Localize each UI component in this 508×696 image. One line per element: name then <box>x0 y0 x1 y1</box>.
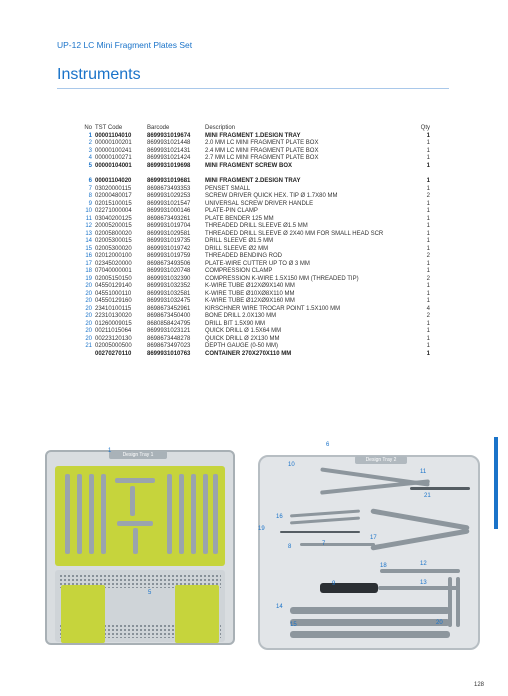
cell-barcode: 8698673493506 <box>147 260 191 267</box>
cell-description: MINI FRAGMENT 1.DESIGN TRAY <box>205 132 301 139</box>
cell-barcode: 8699931032390 <box>147 275 191 282</box>
cell-description: KIRSCHNER WIRE TROCAR POINT 1.5X100 MM <box>205 305 341 312</box>
cell-barcode: 8698673493353 <box>147 185 191 192</box>
k-wire-tube <box>290 619 450 626</box>
plate-wire-cutter <box>370 528 469 550</box>
cell-no: 21 <box>85 343 92 349</box>
cell-description: THREADED DRILL SLEEVE Ø1.5 MM <box>205 223 308 229</box>
table-row <box>0 216 508 224</box>
cell-description: 2.4 MM LC MINI FRAGMENT PLATE BOX <box>205 147 319 154</box>
cell-qty: 4 <box>426 305 430 312</box>
cell-qty: 1 <box>426 320 430 327</box>
table-row <box>0 163 508 171</box>
plate <box>167 474 172 554</box>
callout-16: 16 <box>276 514 283 520</box>
cell-tst-code: 23410100115 <box>95 305 132 312</box>
cell-no: 20 <box>85 320 92 327</box>
cell-qty: 1 <box>426 155 430 161</box>
cell-description: PLATE-WIRE CUTTER UP TO Ø 3 MM <box>205 260 310 267</box>
cell-qty: 1 <box>426 162 430 169</box>
plate <box>65 474 70 554</box>
compression-k-wire <box>280 531 360 533</box>
cell-barcode: 8699931010763 <box>147 350 191 357</box>
table-spacer <box>0 170 508 178</box>
cell-no: 10 <box>85 208 92 214</box>
cell-description: DRILL SLEEVE Ø2 MM <box>205 245 269 252</box>
page-title: Instruments <box>57 66 141 83</box>
k-wire-tube <box>290 631 450 638</box>
cell-no: 8 <box>88 193 92 199</box>
depth-gauge <box>410 487 470 490</box>
col-description: Description <box>205 125 236 131</box>
cell-barcode: 8699931019742 <box>147 245 191 252</box>
cell-description: PENSET SMALL <box>205 185 251 192</box>
cell-no: 16 <box>85 253 92 259</box>
cell-tst-code: 02005300020 <box>95 245 132 252</box>
callout-13: 13 <box>420 580 427 586</box>
cell-tst-code: 02000480017 <box>95 193 132 199</box>
callout-11: 11 <box>420 469 427 475</box>
plate <box>115 478 155 483</box>
table-row <box>0 321 508 329</box>
cell-no: 11 <box>85 215 92 222</box>
cell-description: QUICK DRILL Ø 2X130 MM <box>205 335 280 342</box>
screw-driver-handle <box>320 583 378 593</box>
cell-qty: 1 <box>426 298 430 304</box>
cell-no: 20 <box>85 283 92 289</box>
cell-barcode: 8698673450400 <box>147 313 191 319</box>
col-qty: Qty <box>420 125 430 131</box>
cell-qty: 2 <box>426 275 430 282</box>
cell-qty: 1 <box>426 215 430 222</box>
callout-21: 21 <box>424 493 431 499</box>
cell-qty: 1 <box>426 290 430 297</box>
cell-qty: 1 <box>426 260 430 267</box>
cell-tst-code: 02005300015 <box>95 238 132 244</box>
table-row <box>0 336 508 344</box>
cell-qty: 1 <box>426 208 430 214</box>
threaded-drill-sleeve <box>456 577 460 627</box>
table-group-tray-1 <box>0 133 508 171</box>
plate <box>117 521 153 526</box>
plate <box>130 486 135 516</box>
cell-barcode: 8699931032581 <box>147 290 191 297</box>
cell-barcode: 8680858424795 <box>147 320 191 327</box>
cell-tst-code: 00000100201 <box>95 140 132 146</box>
cell-description: BONE DRILL 2.0X130 MM <box>205 313 277 319</box>
table-row <box>0 313 508 321</box>
title-divider <box>57 88 449 89</box>
table-row <box>0 155 508 163</box>
table-row <box>0 306 508 314</box>
table-row <box>0 261 508 269</box>
cell-description: 2.7 MM LC MINI FRAGMENT PLATE BOX <box>205 155 319 161</box>
cell-no: 4 <box>88 155 92 161</box>
cell-qty: 1 <box>426 223 430 229</box>
col-tst-code: TST Code <box>95 125 123 131</box>
table-row <box>0 291 508 299</box>
table-row <box>0 223 508 231</box>
cell-barcode: 8699931029253 <box>147 193 191 199</box>
callout-6: 6 <box>326 442 330 448</box>
k-wire-tube <box>290 607 450 614</box>
cell-barcode: 8699931021448 <box>147 140 191 146</box>
cell-description: DRILL BIT 1.5X90 MM <box>205 320 266 327</box>
cell-no: 20 <box>85 305 92 312</box>
cell-description: PLATE-PIN CLAMP <box>205 208 258 214</box>
cell-no: 20 <box>85 328 92 334</box>
callout-14: 14 <box>276 604 283 610</box>
design-tray-2 <box>258 455 480 650</box>
cell-no: 20 <box>85 290 92 297</box>
cell-tst-code: 00000100241 <box>95 147 132 154</box>
cell-barcode: 8699931032475 <box>147 298 191 304</box>
cell-tst-code: 00000100271 <box>95 155 132 161</box>
callout-18: 18 <box>380 563 387 569</box>
cell-description: DRILL SLEEVE Ø1.5 MM <box>205 238 274 244</box>
cell-tst-code: 02005000500 <box>95 343 132 349</box>
table-row <box>0 148 508 156</box>
cell-qty: 1 <box>426 147 430 154</box>
callout-10: 10 <box>288 462 295 468</box>
table-row <box>0 328 508 336</box>
cell-barcode: 8699931021547 <box>147 200 191 207</box>
cell-qty: 1 <box>426 185 430 192</box>
cell-description: MINI FRAGMENT SCREW BOX <box>205 162 292 169</box>
header-subtitle: UP-12 LC Mini Fragment Plates Set <box>57 40 193 50</box>
cell-qty: 1 <box>426 245 430 252</box>
cell-tst-code: 04551000110 <box>95 290 132 297</box>
cell-tst-code: 07040000001 <box>95 268 132 274</box>
cell-description: QUICK DRILL Ø 1.5X64 MM <box>205 328 282 334</box>
cell-description: SCREW DRIVER QUICK HEX. TIP Ø 1.7X80 MM <box>205 193 338 199</box>
table-row <box>0 133 508 141</box>
cell-no: 3 <box>88 147 92 154</box>
cell-description: MINI FRAGMENT 2.DESIGN TRAY <box>205 178 301 184</box>
table-row <box>0 231 508 239</box>
callout-5: 5 <box>148 590 152 596</box>
cell-tst-code: 02345020000 <box>95 260 132 267</box>
cell-barcode: 8699931019698 <box>147 162 191 169</box>
threaded-drill-sleeve <box>448 577 452 627</box>
cell-description: K-WIRE TUBE Ø12XØ9X140 MM <box>205 283 295 289</box>
cell-tst-code: 04550129160 <box>95 298 132 304</box>
cell-barcode: 8699931021431 <box>147 147 191 154</box>
screw-driver <box>300 543 375 546</box>
cell-tst-code: 00001104020 <box>95 178 132 184</box>
cell-tst-code: 00000104001 <box>95 162 132 169</box>
cell-no: 20 <box>85 313 92 319</box>
table-row <box>0 298 508 306</box>
section-side-bar <box>494 437 498 529</box>
callout-1: 1 <box>108 448 112 454</box>
cell-description: DEPTH GAUGE (0-50 MM) <box>205 343 279 349</box>
cell-description: K-WIRE TUBE Ø10XØ8X110 MM <box>205 290 295 297</box>
cell-tst-code: 02271000004 <box>95 208 132 214</box>
table-row <box>0 178 508 186</box>
cell-description: THREADED DRILL SLEEVE Ø 2X40 MM FOR SMALL HEAD SCR <box>205 230 384 237</box>
cell-tst-code: 00270270110 <box>95 350 132 357</box>
cell-description: COMPRESSION K-WIRE 1.5X150 MM (THREADED TIP) <box>205 275 359 282</box>
cell-barcode: 8699931029581 <box>147 230 191 237</box>
cell-barcode: 8698673448278 <box>147 335 191 342</box>
bending-rod <box>290 517 360 525</box>
table-row <box>0 246 508 254</box>
cell-qty: 1 <box>426 230 430 237</box>
cell-no: 20 <box>85 335 92 342</box>
plate <box>101 474 106 554</box>
cell-tst-code: 02005150150 <box>95 275 132 282</box>
cell-qty: 1 <box>426 200 430 207</box>
compression-clamp <box>380 569 460 573</box>
cell-description: COMPRESSION CLAMP <box>205 268 273 274</box>
cell-tst-code: 03020000115 <box>95 185 132 192</box>
cell-qty: 1 <box>426 343 430 349</box>
cell-barcode: 8699931019674 <box>147 132 191 139</box>
table-row <box>0 201 508 209</box>
cell-tst-code: 02015100015 <box>95 200 132 207</box>
cell-qty: 1 <box>426 178 430 184</box>
instrument-figure <box>40 440 480 655</box>
cell-tst-code: 01260009015 <box>95 320 132 327</box>
cell-description: THREADED BENDING ROD <box>205 253 283 259</box>
cell-tst-code: 00211015064 <box>95 328 132 334</box>
cell-no: 6 <box>88 178 92 184</box>
table-row <box>0 283 508 291</box>
cell-barcode: 8699931020748 <box>147 268 191 274</box>
cell-barcode: 8699931032352 <box>147 283 191 289</box>
cell-no: 7 <box>88 185 92 192</box>
cell-barcode: 8699931019735 <box>147 238 191 244</box>
callout-7: 7 <box>322 541 326 547</box>
cell-no: 2 <box>88 140 92 146</box>
table-row <box>0 268 508 276</box>
table-header <box>0 125 508 133</box>
plate <box>179 474 184 554</box>
cell-tst-code: 00223120130 <box>95 335 132 342</box>
cell-tst-code: 00001104010 <box>95 132 132 139</box>
cell-no: 18 <box>85 268 92 274</box>
cell-no: 13 <box>85 230 92 237</box>
table-row <box>0 208 508 216</box>
callout-20: 20 <box>436 620 443 626</box>
cell-qty: 1 <box>426 268 430 274</box>
cell-barcode: 8699931019681 <box>147 178 191 184</box>
cell-barcode: 8699931021424 <box>147 155 191 161</box>
cell-tst-code: 20005200015 <box>95 223 132 229</box>
cell-barcode: 8699931000146 <box>147 208 191 214</box>
callout-17: 17 <box>370 535 377 541</box>
cell-barcode: 8699931023121 <box>147 328 191 334</box>
cell-no: 5 <box>88 162 92 169</box>
cell-qty: 1 <box>426 283 430 289</box>
cell-tst-code: 03040200125 <box>95 215 132 222</box>
cell-description: UNIVERSAL SCREW DRIVER HANDLE <box>205 200 314 207</box>
cell-barcode: 8699931019759 <box>147 253 191 259</box>
cell-qty: 2 <box>426 193 430 199</box>
cell-qty: 1 <box>426 238 430 244</box>
table-row <box>0 351 508 359</box>
plate <box>133 528 138 554</box>
cell-no: 9 <box>88 200 92 207</box>
cell-qty: 1 <box>426 140 430 146</box>
callout-8: 8 <box>288 544 292 550</box>
cell-no: 14 <box>85 238 92 244</box>
plate <box>203 474 208 554</box>
cell-barcode: 8698673493261 <box>147 215 191 222</box>
page-number: 128 <box>474 682 485 688</box>
cell-description: PLATE BENDER 125 MM <box>205 215 274 222</box>
table-row <box>0 140 508 148</box>
cell-barcode: 8698673452961 <box>147 305 191 312</box>
table-row <box>0 193 508 201</box>
table-row <box>0 253 508 261</box>
drill-sleeve <box>378 586 458 590</box>
table-row <box>0 238 508 246</box>
cell-description: K-WIRE TUBE Ø12XØ9X160 MM <box>205 298 295 304</box>
cell-qty: 2 <box>426 253 430 259</box>
plate <box>77 474 82 554</box>
table-group-tray-2 <box>0 178 508 358</box>
instruments-table <box>0 125 508 358</box>
screw-insert-right <box>175 585 219 643</box>
cell-tst-code: 02005800020 <box>95 230 132 237</box>
tray-2-label: Design Tray 2 <box>355 456 407 464</box>
callout-19: 19 <box>258 526 265 532</box>
plate <box>191 474 196 554</box>
callout-9: 9 <box>332 581 336 587</box>
plate-insert <box>55 466 225 566</box>
cell-no: 19 <box>85 275 92 282</box>
callout-12: 12 <box>420 561 427 567</box>
cell-no: 17 <box>85 260 92 267</box>
plate <box>89 474 94 554</box>
cell-barcode: 8699931019704 <box>147 223 191 229</box>
cell-no: 15 <box>85 245 92 252</box>
table-row <box>0 276 508 284</box>
cell-qty: 2 <box>426 313 430 319</box>
cell-description: CONTAINER 270X270X110 MM <box>205 350 292 357</box>
cell-qty: 1 <box>426 328 430 334</box>
cell-qty: 1 <box>426 350 430 357</box>
cell-qty: 1 <box>426 132 430 139</box>
cell-qty: 1 <box>426 335 430 342</box>
cell-description: 2.0 MM LC MINI FRAGMENT PLATE BOX <box>205 140 319 146</box>
cell-no: 20 <box>85 298 92 304</box>
plate-wire-cutter <box>370 508 469 530</box>
cell-tst-code: 04550129140 <box>95 283 132 289</box>
table-row <box>0 186 508 194</box>
cell-no: 12 <box>85 223 92 229</box>
col-barcode: Barcode <box>147 125 170 131</box>
cell-barcode: 8698673497023 <box>147 343 191 349</box>
callout-15: 15 <box>290 622 297 628</box>
design-tray-1 <box>45 450 235 645</box>
tray-1-label: Design Tray 1 <box>109 451 167 459</box>
plate <box>213 474 218 554</box>
cell-no: 1 <box>88 132 92 139</box>
screw-insert-left <box>61 585 105 643</box>
cell-tst-code: 22310130020 <box>95 313 132 319</box>
table-row <box>0 343 508 351</box>
cell-tst-code: 02012000100 <box>95 253 132 259</box>
col-no: No <box>84 125 92 131</box>
